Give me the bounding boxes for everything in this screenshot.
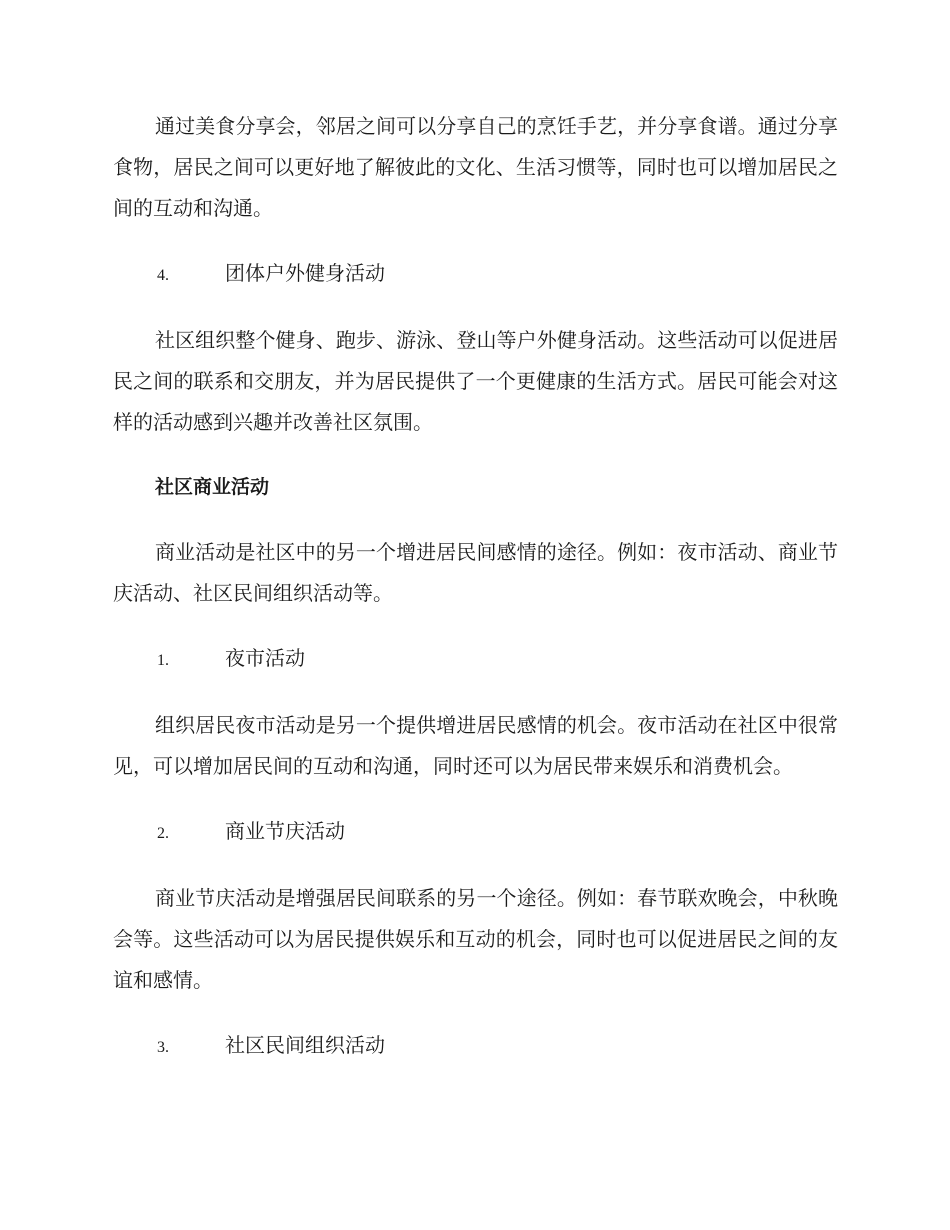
list-item-label: 商业节庆活动	[225, 819, 345, 843]
spacer	[113, 681, 838, 705]
list-number: 1.	[157, 652, 169, 669]
spacer	[113, 443, 838, 467]
paragraph-festival: 商业节庆活动是增强居民间联系的另一个途径。例如：春节联欢晚会，中秋晚会等。这些活动可以为居民提供娱乐和互动的机会，同时也可以促进居民之间的友谊和感情。	[113, 886, 838, 992]
list-number: 4.	[157, 267, 169, 284]
list-number: 2.	[157, 825, 169, 842]
paragraph-commercial-intro: 商业活动是社区中的另一个增进居民间感情的途径。例如：夜市活动、商业节庆活动、社区民间组织活动等。	[113, 540, 838, 605]
list-item-festival	[113, 811, 838, 854]
list-item-label: 夜市活动	[225, 646, 305, 670]
list-item-civic-org	[113, 1025, 838, 1068]
paragraph-food-sharing: 通过美食分享会，邻居之间可以分享自己的烹饪手艺，并分享食谱。通过分享食物，居民之间可以更好地了解彼此的文化、生活习惯等，同时也可以增加居民之间的互动和沟通。	[113, 114, 838, 220]
spacer	[113, 787, 838, 811]
list-number: 3.	[157, 1039, 169, 1056]
spacer	[113, 614, 838, 638]
list-item-label: 社区民间组织活动	[225, 1033, 385, 1057]
spacer	[113, 508, 838, 532]
list-item-outdoor-fitness	[113, 253, 838, 296]
section-heading: 社区商业活动	[155, 476, 270, 498]
list-item-label: 团体户外健身活动	[225, 261, 385, 285]
spacer	[113, 1001, 838, 1025]
spacer	[113, 229, 838, 253]
paragraph-night-market: 组织居民夜市活动是另一个提供增进居民感情的机会。夜市活动在社区中很常见，可以增加居民间的互动和沟通，同时还可以为居民带来娱乐和消费机会。	[113, 713, 838, 778]
spacer	[113, 296, 838, 320]
spacer	[113, 854, 838, 878]
document-body	[113, 106, 838, 1068]
paragraph-outdoor-fitness: 社区组织整个健身、跑步、游泳、登山等户外健身活动。这些活动可以促进居民之间的联系和交朋友，并为居民提供了一个更健康的生活方式。居民可能会对这样的活动感到兴趣并改善社区氛围。	[113, 328, 838, 434]
list-item-night-market	[113, 638, 838, 681]
